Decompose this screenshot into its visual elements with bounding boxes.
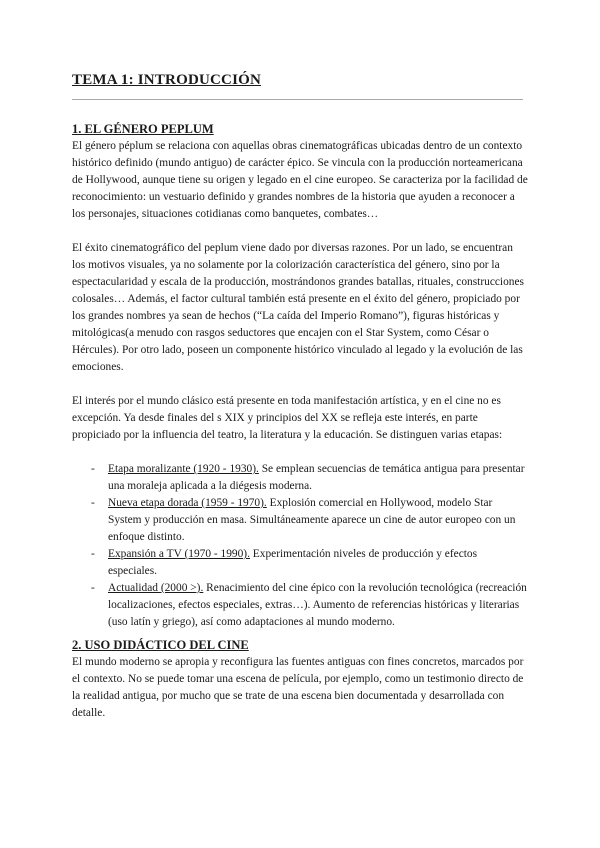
- list-item: [91, 580, 528, 631]
- section-heading: 1. EL GÉNERO PEPLUM: [72, 122, 214, 136]
- stage-description: Se emplean secuencias de temática antigua para presentar una moraleja aplicada a la diégesis moderna.: [108, 463, 525, 492]
- paragraph: El éxito cinematográfico del peplum viene dado por diversas razones. Por un lado, se encuentran los motivos visuales, ya no solamente por la colorización característica del género, sino por la espectacularidad y escala de la producción, mostrándonos grandes batallas, rituales, construcciones colosales… Además, el factor cultural también está presente en el éxito del género, propiciado por los grandes nombres ya sean de hechos (“La caída del Imperio Romano”), figuras históricas y mitológicas(a menudo con rasgos seductores que encajen con el Star System, como César o Hércules). Por otro lado, poseen un componente histórico vinculado al legado y la evolución de las emociones.: [72, 242, 524, 373]
- stage-description: Explosión comercial en Hollywood, modelo Star System y producción en masa. Simultáneamente aparece un cine de autor europeo con un enfoque distinto.: [108, 497, 516, 543]
- title-divider: [72, 99, 523, 100]
- list-dash: -: [91, 497, 95, 509]
- list-dash: -: [91, 548, 95, 560]
- document-title: TEMA 1: INTRODUCCIÓN: [72, 72, 262, 88]
- section-uso-didactico: [72, 637, 528, 722]
- stages-list: [72, 461, 528, 631]
- list-dash: -: [91, 582, 95, 594]
- stage-name: Expansión a TV (1970 - 1990).: [108, 548, 250, 560]
- section-genero-peplum: [72, 121, 528, 631]
- list-item: [91, 495, 528, 546]
- section-heading: 2. USO DIDÁCTICO DEL CINE: [72, 638, 249, 652]
- list-item: [91, 546, 528, 580]
- stage-name: Actualidad (2000 >).: [108, 582, 204, 594]
- paragraph: El género péplum se relaciona con aquellas obras cinematográficas ubicadas dentro de un contexto histórico definido (mundo antiguo) de carácter épico. Se vincula con la producción norteamericana de Hollywood, aunque tiene su origen y legado en el cine europeo. Se caracteriza por la facilidad de reconocimiento: un vestuario definido y grandes nombres de la historia que ayuden a reconocer a los personajes, situaciones cotidianas como banquetes, combates…: [72, 140, 528, 220]
- stage-description: Renacimiento del cine épico con la revolución tecnológica (recreación localizaciones, efectos especiales, extras…). Aumento de referencias históricas y literarias (uso latín y griego), así como adaptaciones al mundo moderno.: [108, 582, 527, 628]
- list-dash: -: [91, 463, 95, 475]
- stage-name: Etapa moralizante (1920 - 1930).: [108, 463, 259, 475]
- list-item: [91, 461, 528, 495]
- paragraph: El interés por el mundo clásico está presente en toda manifestación artística, y en el cine no es excepción. Ya desde finales del s XIX y principios del XX se refleja este interés, en parte propiciado por la influencia del teatro, la literatura y la educación. Se distinguen varias etapas:: [72, 395, 503, 441]
- stage-name: Nueva etapa dorada (1959 - 1970).: [108, 497, 267, 509]
- stage-description: Experimentación niveles de producción y efectos especiales.: [108, 548, 478, 577]
- paragraph: El mundo moderno se apropia y reconfigura las fuentes antiguas con fines concretos, marcados por el contexto. No se puede tomar una escena de película, por ejemplo, como un testimonio directo de la realidad antigua, por mucho que se trate de una escena bien documentada y desarrollada con detalle.: [72, 656, 524, 719]
